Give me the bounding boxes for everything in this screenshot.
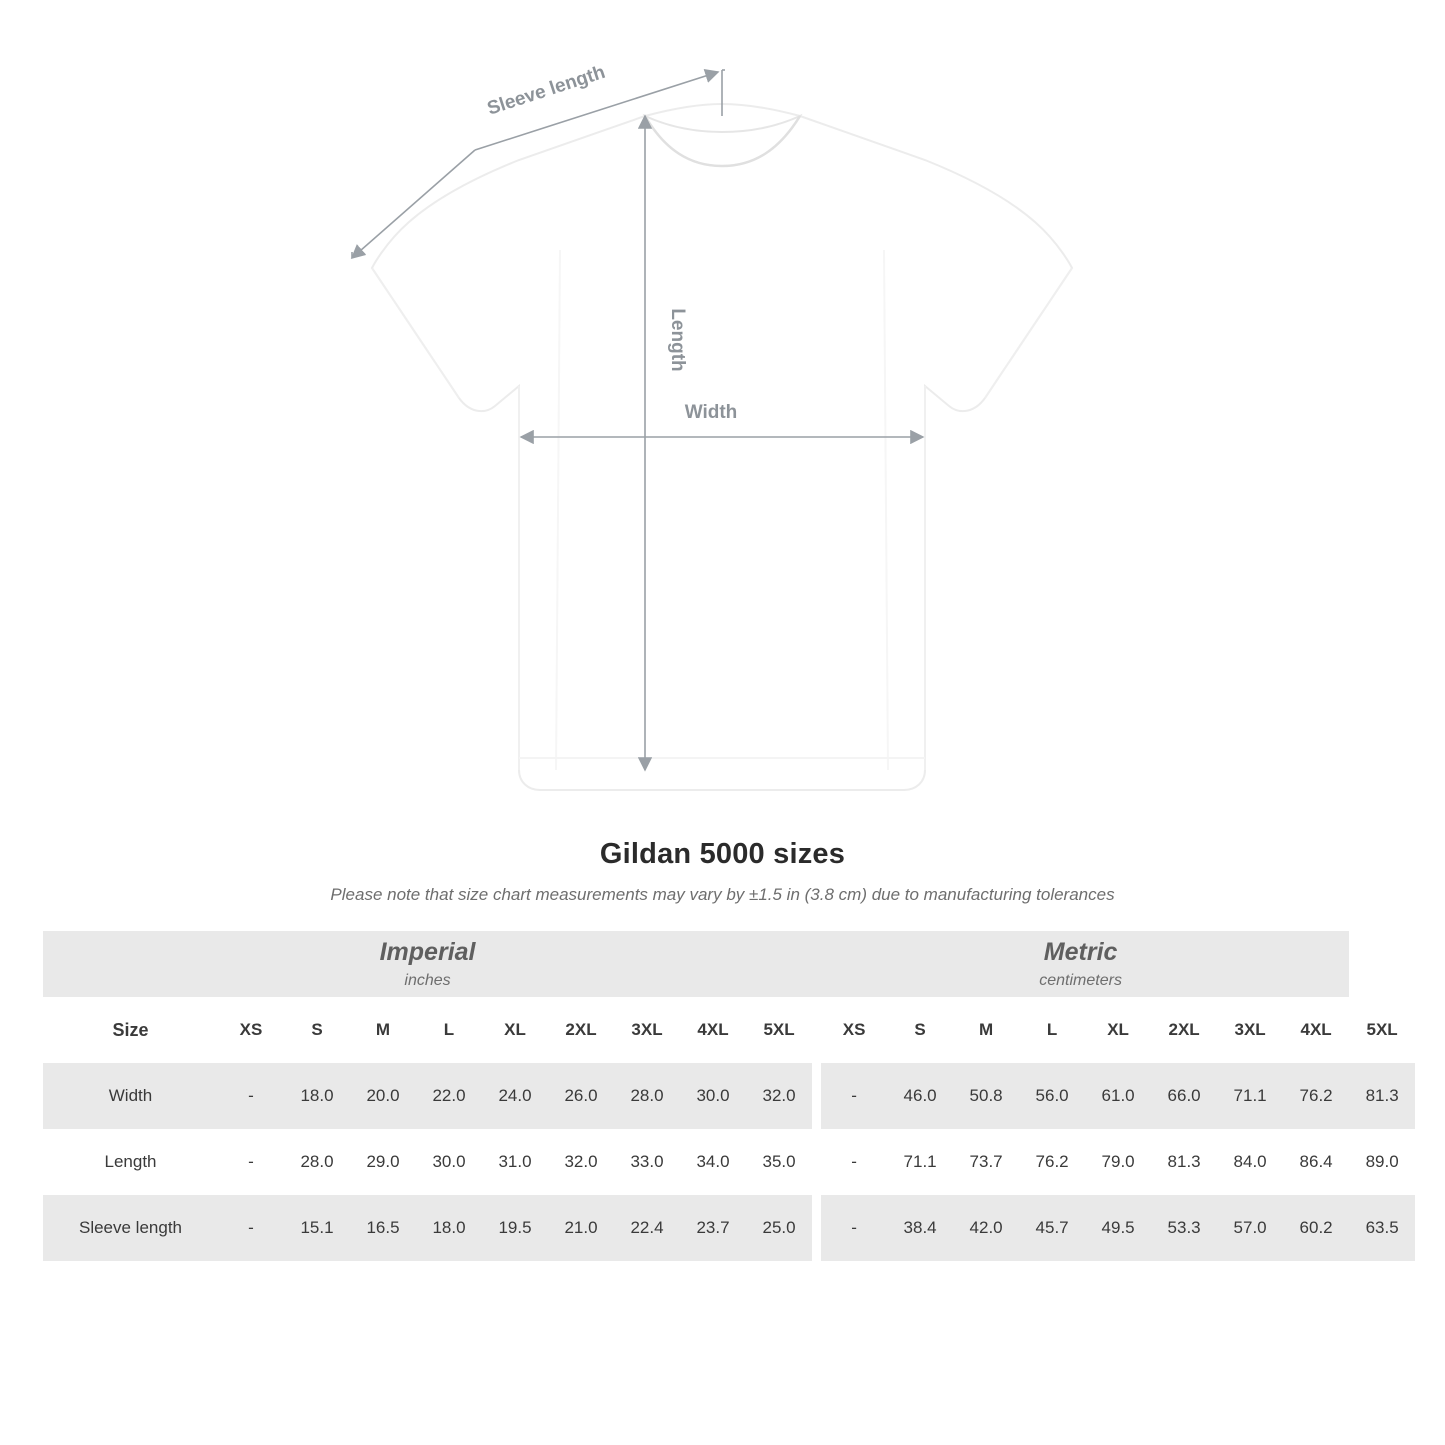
- cell-length-met-6: 84.0: [1217, 1129, 1283, 1195]
- cell-length-met-0: -: [821, 1129, 887, 1195]
- cell-sleeve-met-0: -: [821, 1195, 887, 1261]
- cell-width-imp-6: 28.0: [614, 1063, 680, 1129]
- size-imp-2: M: [350, 997, 416, 1063]
- cell-width-met-0: -: [821, 1063, 887, 1129]
- length-label: Length: [667, 308, 688, 372]
- cell-sleeve-met-7: 60.2: [1283, 1195, 1349, 1261]
- cell-length-imp-5: 32.0: [548, 1129, 614, 1195]
- unit-sub-metric: centimeters: [1039, 972, 1122, 990]
- cell-length-imp-1: 28.0: [284, 1129, 350, 1195]
- unit-header-row: [43, 931, 1415, 997]
- cell-length-met-5: 81.3: [1151, 1129, 1217, 1195]
- tolerance-note: Please note that size chart measurements may vary by ±1.5 in (3.8 cm) due to manufacturing tolerances: [330, 885, 1115, 904]
- cell-width-met-7: 76.2: [1283, 1063, 1349, 1129]
- column-gap: [812, 1063, 821, 1129]
- cell-sleeve-imp-0: -: [218, 1195, 284, 1261]
- unit-name-imperial: Imperial: [379, 937, 476, 966]
- size-met-8: 5XL: [1349, 997, 1415, 1063]
- column-gap: [812, 997, 821, 1063]
- size-met-1: S: [887, 997, 953, 1063]
- cell-length-met-3: 76.2: [1019, 1129, 1085, 1195]
- unit-name-metric: Metric: [1043, 937, 1118, 966]
- size-met-2: M: [953, 997, 1019, 1063]
- cell-length-met-2: 73.7: [953, 1129, 1019, 1195]
- cell-sleeve-imp-3: 18.0: [416, 1195, 482, 1261]
- cell-length-met-7: 86.4: [1283, 1129, 1349, 1195]
- cell-length-imp-4: 31.0: [482, 1129, 548, 1195]
- size-imp-8: 5XL: [746, 997, 812, 1063]
- row-label-sleeve-length: Sleeve length: [43, 1195, 218, 1261]
- unit-group-imperial: [43, 931, 812, 997]
- cell-length-met-4: 79.0: [1085, 1129, 1151, 1195]
- column-gap: [812, 1129, 821, 1195]
- cell-length-imp-6: 33.0: [614, 1129, 680, 1195]
- size-imp-4: XL: [482, 997, 548, 1063]
- size-imp-6: 3XL: [614, 997, 680, 1063]
- cell-width-met-3: 56.0: [1019, 1063, 1085, 1129]
- tshirt-shape: [372, 104, 1072, 790]
- cell-sleeve-imp-8: 25.0: [746, 1195, 812, 1261]
- table-row: [43, 1063, 1415, 1129]
- cell-width-imp-3: 22.0: [416, 1063, 482, 1129]
- cell-width-imp-0: -: [218, 1063, 284, 1129]
- cell-sleeve-met-5: 53.3: [1151, 1195, 1217, 1261]
- size-met-3: L: [1019, 997, 1085, 1063]
- cell-width-imp-7: 30.0: [680, 1063, 746, 1129]
- table-row: [43, 1129, 1415, 1195]
- cell-width-met-4: 61.0: [1085, 1063, 1151, 1129]
- cell-length-imp-3: 30.0: [416, 1129, 482, 1195]
- size-table: [43, 931, 1415, 1261]
- cell-width-met-6: 71.1: [1217, 1063, 1283, 1129]
- size-met-5: 2XL: [1151, 997, 1217, 1063]
- size-imp-1: S: [284, 997, 350, 1063]
- title-block: [0, 838, 1445, 905]
- cell-sleeve-met-3: 45.7: [1019, 1195, 1085, 1261]
- size-met-6: 3XL: [1217, 997, 1283, 1063]
- cell-sleeve-met-2: 42.0: [953, 1195, 1019, 1261]
- cell-width-met-8: 81.3: [1349, 1063, 1415, 1129]
- size-header-label: Size: [43, 997, 218, 1063]
- cell-sleeve-imp-2: 16.5: [350, 1195, 416, 1261]
- size-imp-0: XS: [218, 997, 284, 1063]
- size-met-0: XS: [821, 997, 887, 1063]
- cell-sleeve-imp-1: 15.1: [284, 1195, 350, 1261]
- cell-width-met-2: 50.8: [953, 1063, 1019, 1129]
- size-met-7: 4XL: [1283, 997, 1349, 1063]
- cell-width-imp-8: 32.0: [746, 1063, 812, 1129]
- size-header-row: [43, 997, 1415, 1063]
- width-label: Width: [684, 402, 738, 423]
- cell-sleeve-met-4: 49.5: [1085, 1195, 1151, 1261]
- cell-length-imp-8: 35.0: [746, 1129, 812, 1195]
- unit-group-metric: [812, 931, 1349, 997]
- cell-sleeve-imp-6: 22.4: [614, 1195, 680, 1261]
- column-gap: [812, 1195, 821, 1261]
- cell-sleeve-imp-4: 19.5: [482, 1195, 548, 1261]
- cell-length-imp-0: -: [218, 1129, 284, 1195]
- cell-length-imp-2: 29.0: [350, 1129, 416, 1195]
- size-imp-5: 2XL: [548, 997, 614, 1063]
- cell-width-imp-4: 24.0: [482, 1063, 548, 1129]
- sleeve-length-label: Sleeve length: [484, 61, 608, 120]
- size-table-wrapper: [43, 931, 1402, 1261]
- row-label-length: Length: [43, 1129, 218, 1195]
- cell-sleeve-imp-5: 21.0: [548, 1195, 614, 1261]
- cell-sleeve-met-1: 38.4: [887, 1195, 953, 1261]
- size-imp-3: L: [416, 997, 482, 1063]
- cell-sleeve-met-6: 57.0: [1217, 1195, 1283, 1261]
- page-title: Gildan 5000 sizes: [599, 838, 846, 870]
- table-row: [43, 1195, 1415, 1261]
- cell-width-imp-1: 18.0: [284, 1063, 350, 1129]
- cell-length-imp-7: 34.0: [680, 1129, 746, 1195]
- cell-sleeve-imp-7: 23.7: [680, 1195, 746, 1261]
- cell-width-met-5: 66.0: [1151, 1063, 1217, 1129]
- unit-sub-imperial: inches: [404, 972, 451, 990]
- row-label-width: Width: [43, 1063, 218, 1129]
- size-imp-7: 4XL: [680, 997, 746, 1063]
- cell-length-met-8: 89.0: [1349, 1129, 1415, 1195]
- cell-width-met-1: 46.0: [887, 1063, 953, 1129]
- cell-width-imp-2: 20.0: [350, 1063, 416, 1129]
- cell-length-met-1: 71.1: [887, 1129, 953, 1195]
- size-met-4: XL: [1085, 997, 1151, 1063]
- cell-width-imp-5: 26.0: [548, 1063, 614, 1129]
- cell-sleeve-met-8: 63.5: [1349, 1195, 1415, 1261]
